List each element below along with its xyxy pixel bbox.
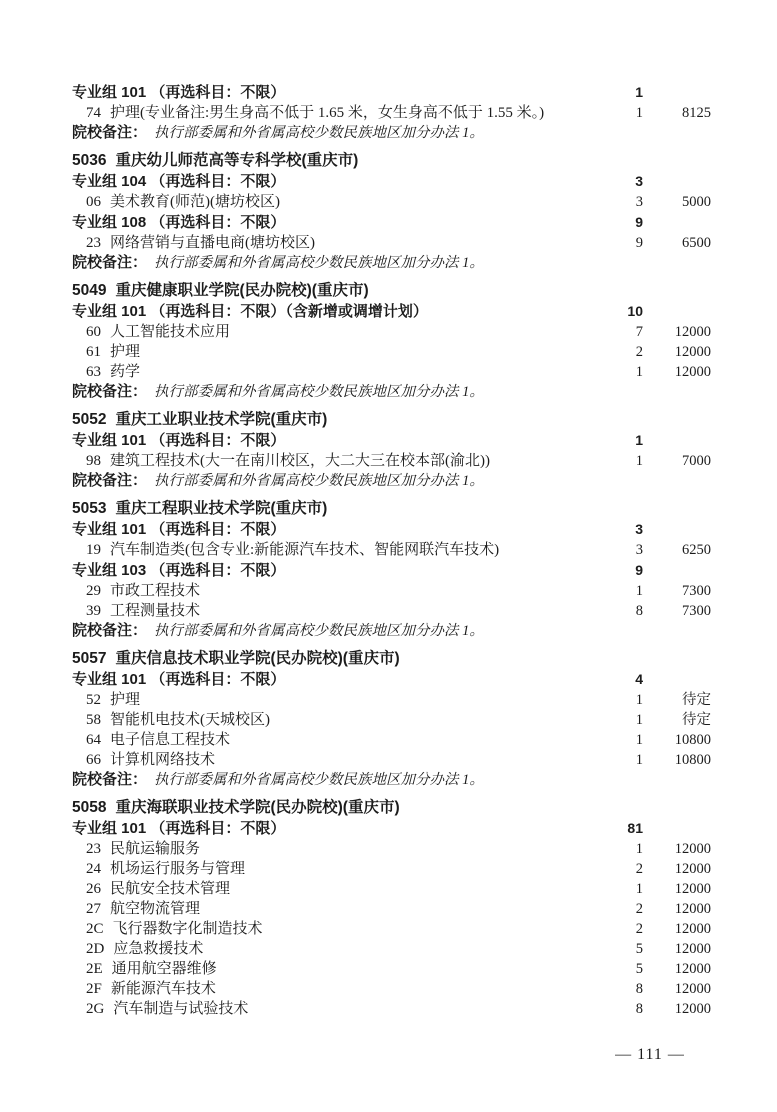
major-plan-count: 2: [635, 861, 643, 877]
group-plan-count: 3: [635, 521, 643, 537]
admissions-plan-table: [72, 82, 711, 1019]
group-row: [72, 560, 711, 581]
major-row: [72, 979, 711, 999]
major-code: 58: [86, 712, 101, 728]
major-plan-count: 1: [635, 712, 643, 728]
major-name: 民航安全技术管理: [110, 881, 231, 897]
major-plan-count: 2: [635, 921, 643, 937]
major-label: [72, 979, 597, 999]
major-row: [72, 959, 711, 979]
group-label: 专业组 101 （再选科目：不限）（含新增或调增计划）: [72, 303, 428, 320]
major-name: 护理: [110, 344, 141, 360]
major-label: [72, 322, 597, 342]
major-name: 电子信息工程技术: [110, 732, 231, 748]
major-name: 飞行器数字化制造技术: [112, 921, 263, 937]
major-name: 计算机网络技术: [110, 752, 216, 768]
school-header-row: [72, 649, 711, 669]
major-row: [72, 233, 711, 253]
group-plan-count: 4: [635, 671, 643, 687]
major-fee: 5000: [682, 194, 711, 210]
major-plan-count: 7: [635, 324, 643, 340]
major-plan-count: 1: [635, 752, 643, 768]
major-row: [72, 581, 711, 601]
major-code: 27: [86, 901, 101, 917]
major-plan-count: 1: [635, 881, 643, 897]
major-label: [72, 879, 597, 899]
major-label: [72, 959, 597, 979]
major-name: 航空物流管理: [110, 901, 201, 917]
major-label: [72, 859, 597, 879]
major-fee: 10800: [674, 752, 711, 768]
major-name: 汽车制造与试验技术: [113, 1001, 249, 1017]
major-fee: 待定: [682, 712, 711, 728]
remark-text: 执行部委属和外省属高校少数民族地区加分办法 1。: [154, 255, 484, 271]
major-code: 2C: [86, 921, 104, 937]
group-row: [72, 818, 711, 839]
major-plan-count: 1: [635, 692, 643, 708]
major-code: 52: [86, 692, 101, 708]
major-plan-count: 1: [635, 364, 643, 380]
remark-text: 执行部委属和外省属高校少数民族地区加分办法 1。: [154, 384, 484, 400]
major-row: [72, 899, 711, 919]
major-plan-count: 3: [635, 194, 643, 210]
group-label: 专业组 101 （再选科目：不限）: [72, 671, 286, 688]
major-row: [72, 342, 711, 362]
remark-label: 院校备注：: [72, 771, 148, 788]
major-row: [72, 879, 711, 899]
major-fee: 12000: [674, 961, 711, 977]
major-code: 2G: [86, 1001, 105, 1017]
major-label: [72, 192, 597, 212]
major-name: 美术教育(师范)(塘坊校区): [110, 194, 280, 210]
major-fee: 12000: [674, 861, 711, 877]
major-code: 64: [86, 732, 101, 748]
group-plan-count: 81: [627, 820, 643, 836]
major-label: [72, 451, 597, 471]
major-label: [72, 581, 597, 601]
major-row: [72, 322, 711, 342]
major-plan-count: 5: [635, 961, 643, 977]
major-row: [72, 939, 711, 959]
major-fee: 7300: [682, 603, 711, 619]
major-row: [72, 192, 711, 212]
school-name: 重庆工业职业技术学院(重庆市): [115, 411, 328, 428]
major-name: 工程测量技术: [110, 603, 201, 619]
school-code: 5058: [72, 799, 107, 816]
major-name: 网络营销与直播电商(塘坊校区): [110, 235, 315, 251]
remark-label: 院校备注：: [72, 383, 148, 400]
major-row: [72, 750, 711, 770]
major-code: 19: [86, 542, 101, 558]
major-plan-count: 9: [635, 235, 643, 251]
school-name: 重庆幼儿师范高等专科学校(重庆市): [115, 152, 359, 169]
major-code: 2F: [86, 981, 102, 997]
major-row: [72, 690, 711, 710]
major-name: 机场运行服务与管理: [110, 861, 246, 877]
major-plan-count: 1: [635, 841, 643, 857]
major-row: [72, 919, 711, 939]
remark-text: 执行部委属和外省属高校少数民族地区加分办法 1。: [154, 623, 484, 639]
major-fee: 12000: [674, 1001, 711, 1017]
school-code: 5049: [72, 282, 107, 299]
school-code: 5057: [72, 650, 107, 667]
remark-text: 执行部委属和外省属高校少数民族地区加分办法 1。: [154, 473, 484, 489]
major-label: [72, 750, 597, 770]
major-label: [72, 342, 597, 362]
major-fee: 12000: [674, 981, 711, 997]
major-plan-count: 2: [635, 344, 643, 360]
page-number: — 111 —: [615, 1046, 685, 1063]
remark-row: [72, 382, 711, 402]
group-label: 专业组 104 （再选科目：不限）: [72, 173, 286, 190]
major-label: [72, 103, 597, 123]
major-name: 市政工程技术: [110, 583, 201, 599]
major-fee: 12000: [674, 324, 711, 340]
group-label: 专业组 101 （再选科目：不限）: [72, 521, 286, 538]
major-code: 98: [86, 453, 101, 469]
major-label: [72, 730, 597, 750]
major-plan-count: 5: [635, 941, 643, 957]
major-fee: 6250: [682, 542, 711, 558]
major-plan-count: 8: [635, 981, 643, 997]
major-fee: 12000: [674, 901, 711, 917]
major-label: [72, 839, 597, 859]
major-code: 66: [86, 752, 101, 768]
major-name: 护理(专业备注:男生身高不低于 1.65 米，女生身高不低于 1.55 米。): [110, 105, 545, 121]
school-code: 5053: [72, 500, 107, 517]
group-plan-count: 1: [635, 432, 643, 448]
remark-row: [72, 123, 711, 143]
major-row: [72, 710, 711, 730]
major-row: [72, 362, 711, 382]
group-row: [72, 171, 711, 192]
major-name: 汽车制造类(包含专业:新能源汽车技术、智能网联汽车技术): [110, 542, 500, 558]
major-plan-count: 8: [635, 603, 643, 619]
major-row: [72, 540, 711, 560]
remark-row: [72, 621, 711, 641]
group-label: 专业组 103 （再选科目：不限）: [72, 562, 286, 579]
major-label: [72, 233, 597, 253]
major-label: [72, 919, 597, 939]
remark-label: 院校备注：: [72, 254, 148, 271]
major-code: 39: [86, 603, 101, 619]
major-plan-count: 1: [635, 105, 643, 121]
group-row: [72, 82, 711, 103]
group-plan-count: 9: [635, 214, 643, 230]
major-code: 74: [86, 105, 101, 121]
major-plan-count: 1: [635, 583, 643, 599]
major-plan-count: 8: [635, 1001, 643, 1017]
major-code: 29: [86, 583, 101, 599]
major-row: [72, 601, 711, 621]
major-name: 新能源汽车技术: [110, 981, 216, 997]
major-name: 人工智能技术应用: [110, 324, 231, 340]
major-name: 建筑工程技术(大一在南川校区，大二大三在校本部(渝北)): [110, 453, 490, 469]
school-header-row: [72, 151, 711, 171]
major-plan-count: 3: [635, 542, 643, 558]
major-fee: 待定: [682, 692, 711, 708]
remark-text: 执行部委属和外省属高校少数民族地区加分办法 1。: [154, 125, 484, 141]
school-name: 重庆信息技术职业学院(民办院校)(重庆市): [115, 650, 400, 667]
major-label: [72, 899, 597, 919]
group-label: 专业组 108 （再选科目：不限）: [72, 214, 286, 231]
major-label: [72, 710, 597, 730]
major-row: [72, 451, 711, 471]
major-fee: 6500: [682, 235, 711, 251]
major-name: 应急救援技术: [113, 941, 204, 957]
school-name: 重庆健康职业学院(民办院校)(重庆市): [115, 282, 369, 299]
major-label: [72, 362, 597, 382]
group-plan-count: 3: [635, 173, 643, 189]
major-plan-count: 1: [635, 732, 643, 748]
major-fee: 7000: [682, 453, 711, 469]
group-plan-count: 10: [627, 303, 643, 319]
major-name: 智能机电技术(天城校区): [110, 712, 270, 728]
major-code: 2D: [86, 941, 105, 957]
major-code: 63: [86, 364, 101, 380]
major-label: [72, 601, 597, 621]
major-fee: 12000: [674, 344, 711, 360]
school-name: 重庆海联职业技术学院(民办院校)(重庆市): [115, 799, 400, 816]
major-name: 通用航空器维修: [111, 961, 217, 977]
major-row: [72, 839, 711, 859]
school-header-row: [72, 499, 711, 519]
major-row: [72, 103, 711, 123]
major-code: 23: [86, 841, 101, 857]
major-fee: 12000: [674, 941, 711, 957]
major-label: [72, 690, 597, 710]
major-fee: 7300: [682, 583, 711, 599]
major-fee: 8125: [682, 105, 711, 121]
group-label: 专业组 101 （再选科目：不限）: [72, 432, 286, 449]
school-header-row: [72, 410, 711, 430]
major-fee: 10800: [674, 732, 711, 748]
remark-row: [72, 253, 711, 273]
group-row: [72, 519, 711, 540]
group-row: [72, 669, 711, 690]
major-plan-count: 1: [635, 453, 643, 469]
major-fee: 12000: [674, 841, 711, 857]
school-code: 5052: [72, 411, 107, 428]
group-row: [72, 301, 711, 322]
major-code: 60: [86, 324, 101, 340]
major-code: 06: [86, 194, 101, 210]
major-label: [72, 939, 597, 959]
remark-row: [72, 770, 711, 790]
remark-label: 院校备注：: [72, 472, 148, 489]
major-name: 民航运输服务: [110, 841, 201, 857]
major-name: 药学: [110, 364, 141, 380]
major-code: 24: [86, 861, 101, 877]
remark-label: 院校备注：: [72, 124, 148, 141]
major-label: [72, 999, 597, 1019]
school-name: 重庆工程职业技术学院(重庆市): [115, 500, 328, 517]
remark-label: 院校备注：: [72, 622, 148, 639]
major-code: 26: [86, 881, 101, 897]
school-header-row: [72, 798, 711, 818]
major-code: 23: [86, 235, 101, 251]
major-fee: 12000: [674, 921, 711, 937]
remark-row: [72, 471, 711, 491]
major-code: 2E: [86, 961, 103, 977]
school-code: 5036: [72, 152, 107, 169]
group-plan-count: 1: [635, 84, 643, 100]
major-plan-count: 2: [635, 901, 643, 917]
major-fee: 12000: [674, 364, 711, 380]
major-row: [72, 730, 711, 750]
group-label: 专业组 101 （再选科目：不限）: [72, 820, 286, 837]
group-row: [72, 430, 711, 451]
major-name: 护理: [110, 692, 141, 708]
major-row: [72, 999, 711, 1019]
group-row: [72, 212, 711, 233]
remark-text: 执行部委属和外省属高校少数民族地区加分办法 1。: [154, 772, 484, 788]
major-fee: 12000: [674, 881, 711, 897]
major-code: 61: [86, 344, 101, 360]
major-row: [72, 859, 711, 879]
school-header-row: [72, 281, 711, 301]
group-label: 专业组 101 （再选科目：不限）: [72, 84, 286, 101]
group-plan-count: 9: [635, 562, 643, 578]
major-label: [72, 540, 597, 560]
